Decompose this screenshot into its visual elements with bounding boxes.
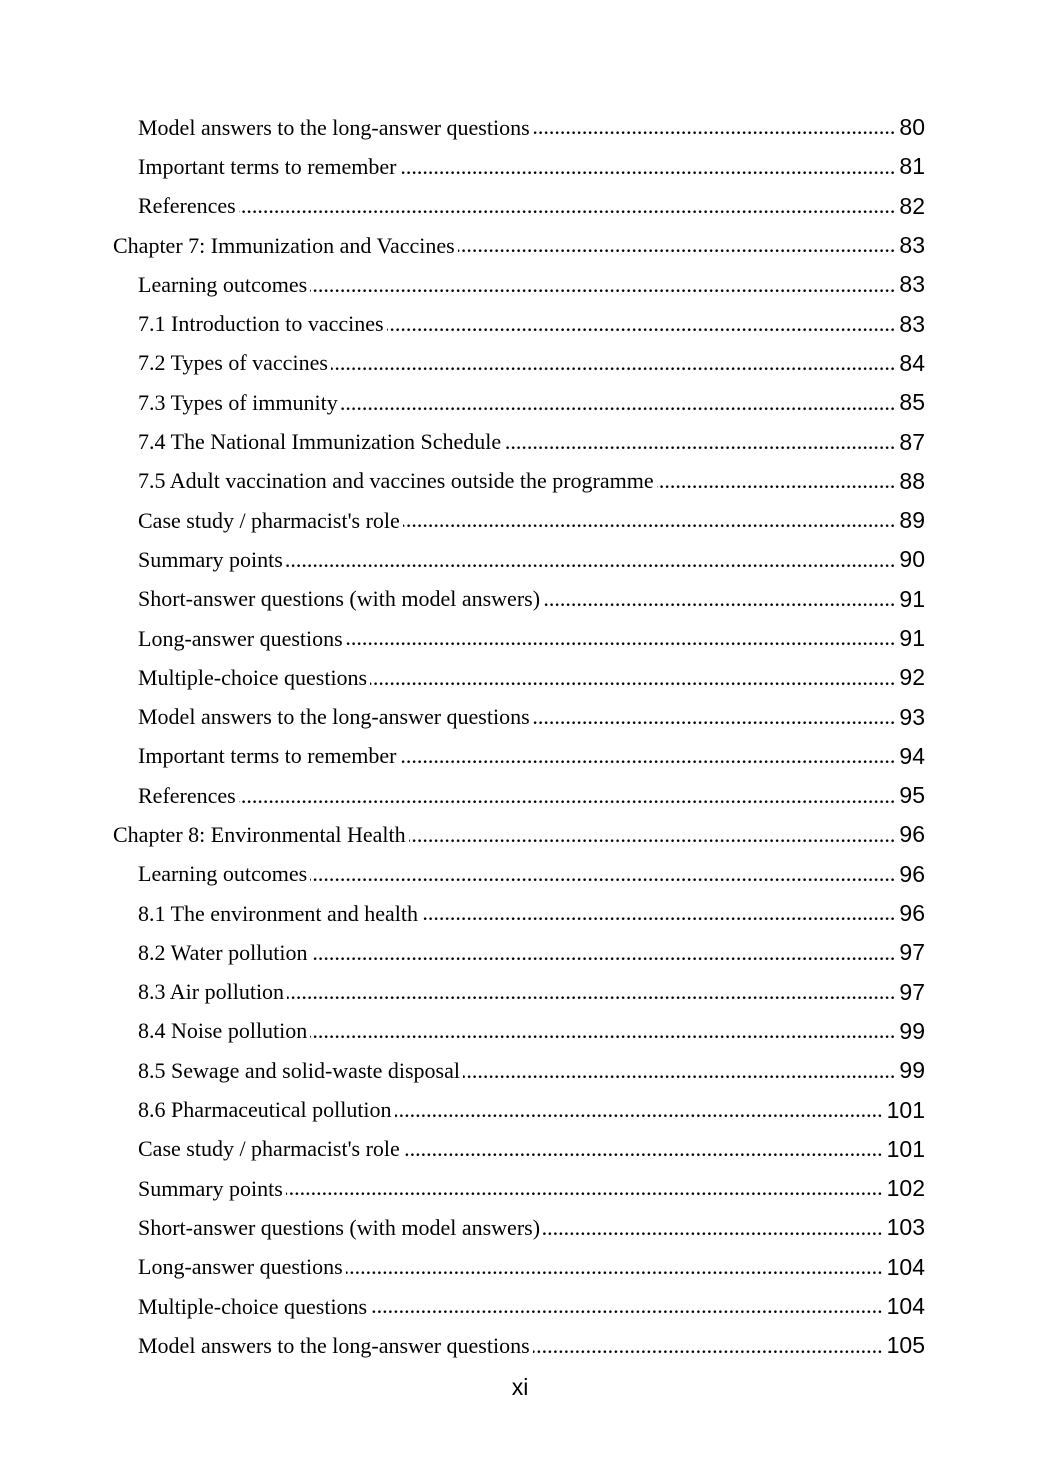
toc-entry-page-number: 104	[886, 1253, 925, 1280]
toc-entry	[0, 973, 1040, 1012]
toc-entry	[0, 658, 1040, 697]
toc-entry	[0, 187, 1040, 226]
toc-entry-page-number: 84	[899, 349, 925, 376]
toc-entry-title: 7.4 The National Immunization Schedule	[138, 429, 502, 455]
toc-chapter-entry	[0, 226, 1040, 265]
toc-entry	[0, 304, 1040, 343]
dot-leader	[543, 1215, 883, 1241]
dot-leader	[239, 193, 896, 219]
toc-entry	[0, 1287, 1040, 1326]
toc-entry-title: Short-answer questions (with model answers)	[138, 1214, 541, 1240]
dot-leader	[463, 1058, 895, 1084]
toc-entry-title: Short-answer questions (with model answers)	[138, 586, 541, 612]
toc-entry	[0, 108, 1040, 147]
dot-leader	[331, 350, 896, 376]
dot-leader	[403, 1136, 883, 1162]
toc-entry-page-number: 88	[899, 467, 925, 494]
toc-entry-page-number: 91	[899, 585, 925, 612]
toc-entry	[0, 1090, 1040, 1129]
toc-entry-page-number: 81	[899, 153, 925, 180]
dot-leader	[346, 1254, 883, 1280]
toc-entry-title: Model answers to the long-answer questions	[138, 114, 530, 140]
toc-entry	[0, 1248, 1040, 1287]
toc-entry-title: References	[138, 193, 236, 219]
toc-entry-title: 7.2 Types of vaccines	[138, 350, 328, 376]
toc-entry	[0, 1051, 1040, 1090]
dot-leader	[399, 743, 895, 769]
toc-entry-page-number: 99	[899, 1057, 925, 1084]
toc-entry	[0, 147, 1040, 186]
toc-entry	[0, 1169, 1040, 1208]
toc-entry-title: Model answers to the long-answer questions	[138, 704, 530, 730]
dot-leader	[387, 311, 896, 337]
toc-entry-page-number: 96	[899, 860, 925, 887]
toc-entry-page-number: 101	[886, 1135, 925, 1162]
dot-leader	[370, 1293, 883, 1319]
toc-entry-title: Chapter 7: Immunization and Vaccines	[113, 232, 455, 258]
toc-entry-title: 8.3 Air pollution	[138, 979, 285, 1005]
toc-chapter-entry	[0, 815, 1040, 854]
toc-entry-page-number: 87	[899, 428, 925, 455]
toc-entry	[0, 1326, 1040, 1365]
toc-entry	[0, 1130, 1040, 1169]
toc-entry-title: Case study / pharmacist's role	[138, 507, 400, 533]
toc-entry-title: 7.5 Adult vaccination and vaccines outside the programme	[138, 468, 654, 494]
toc-entry-page-number: 101	[886, 1096, 925, 1123]
dot-leader	[310, 272, 895, 298]
toc-entry-page-number: 80	[899, 114, 925, 141]
toc-entry-title: 8.2 Water pollution	[138, 939, 308, 965]
toc-entry	[0, 697, 1040, 736]
dot-leader	[239, 783, 896, 809]
toc-entry-title: Summary points	[138, 1175, 283, 1201]
toc-entry-page-number: 90	[899, 546, 925, 573]
dot-leader	[533, 114, 896, 140]
dot-leader	[399, 154, 895, 180]
dot-leader	[533, 1333, 883, 1359]
toc-entry-page-number: 102	[886, 1175, 925, 1202]
toc-entry-title: 8.6 Pharmaceutical pollution	[138, 1097, 392, 1123]
dot-leader	[421, 900, 895, 926]
toc-entry-page-number: 104	[886, 1293, 925, 1320]
toc-entry	[0, 933, 1040, 972]
toc-entry-title: Multiple-choice questions	[138, 1293, 368, 1319]
dot-leader	[533, 704, 896, 730]
toc-entry-page-number: 82	[899, 192, 925, 219]
toc-entry-title: Long-answer questions	[138, 1254, 343, 1280]
toc-entry-title: 8.5 Sewage and solid-waste disposal	[138, 1057, 460, 1083]
toc-entry	[0, 1012, 1040, 1051]
toc-entry-page-number: 97	[899, 939, 925, 966]
dot-leader	[311, 940, 896, 966]
dot-leader	[504, 429, 895, 455]
dot-leader	[310, 861, 895, 887]
dot-leader	[458, 232, 896, 258]
dot-leader	[286, 547, 896, 573]
toc-entry-title: Long-answer questions	[138, 625, 343, 651]
dot-leader	[346, 625, 896, 651]
dot-leader	[403, 507, 896, 533]
toc-entry	[0, 540, 1040, 579]
toc-entry	[0, 462, 1040, 501]
toc-entry	[0, 344, 1040, 383]
toc-entry-page-number: 96	[899, 821, 925, 848]
toc-entry-title: Case study / pharmacist's role	[138, 1136, 400, 1162]
toc-entry-title: References	[138, 782, 236, 808]
toc-entry	[0, 619, 1040, 658]
toc-entry	[0, 422, 1040, 461]
dot-leader	[543, 586, 895, 612]
toc-entry-title: 8.4 Noise pollution	[138, 1018, 308, 1044]
toc-entry	[0, 383, 1040, 422]
toc-entry	[0, 894, 1040, 933]
toc-entry-title: 7.1 Introduction to vaccines	[138, 311, 384, 337]
dot-leader	[370, 665, 895, 691]
toc-entry-title: Learning outcomes	[138, 861, 308, 887]
dot-leader	[395, 1097, 883, 1123]
dot-leader	[310, 1018, 895, 1044]
toc-entry-page-number: 93	[899, 703, 925, 730]
toc-entry	[0, 501, 1040, 540]
dot-leader	[286, 1175, 883, 1201]
page-number: xi	[511, 1374, 529, 1400]
toc-entry-title: Summary points	[138, 546, 283, 572]
toc-entry-page-number: 83	[899, 310, 925, 337]
dot-leader	[341, 390, 896, 416]
toc-entry	[0, 737, 1040, 776]
toc-entry-page-number: 103	[886, 1214, 925, 1241]
toc-entry-page-number: 97	[899, 978, 925, 1005]
toc-entry-page-number: 92	[899, 664, 925, 691]
toc-entry-page-number: 96	[899, 900, 925, 927]
toc-entry-title: 7.3 Types of immunity	[138, 389, 338, 415]
table-of-contents	[0, 108, 1040, 1366]
dot-leader	[287, 979, 895, 1005]
toc-entry	[0, 265, 1040, 304]
toc-entry-page-number: 94	[899, 742, 925, 769]
toc-entry-page-number: 105	[886, 1332, 925, 1359]
toc-entry-page-number: 89	[899, 507, 925, 534]
toc-entry-title: Model answers to the long-answer questions	[138, 1332, 530, 1358]
toc-entry-page-number: 99	[899, 1017, 925, 1044]
toc-entry-title: Chapter 8: Environmental Health	[113, 821, 406, 847]
toc-entry-page-number: 91	[899, 625, 925, 651]
toc-entry-page-number: 83	[899, 232, 925, 259]
toc-entry-title: Important terms to remember	[138, 743, 397, 769]
dot-leader	[409, 822, 896, 848]
toc-entry	[0, 776, 1040, 815]
toc-entry-page-number: 85	[899, 389, 925, 416]
toc-entry-page-number: 95	[899, 782, 925, 809]
toc-entry-page-number: 83	[899, 271, 925, 298]
toc-entry	[0, 580, 1040, 619]
toc-entry-title: Learning outcomes	[138, 271, 308, 297]
toc-entry-title: 8.1 The environment and health	[138, 900, 419, 926]
dot-leader	[657, 468, 896, 494]
toc-entry	[0, 855, 1040, 894]
toc-entry-title: Multiple-choice questions	[138, 664, 368, 690]
toc-entry-title: Important terms to remember	[138, 153, 397, 179]
toc-entry	[0, 1208, 1040, 1247]
